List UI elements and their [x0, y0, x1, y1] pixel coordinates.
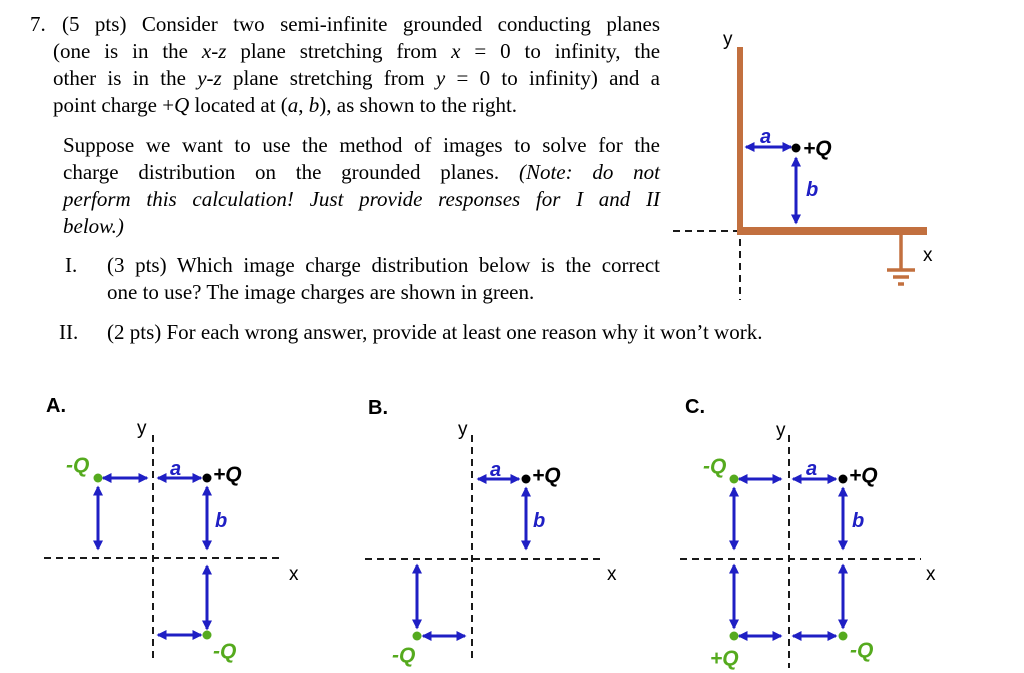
distance-a-label: a	[806, 458, 818, 480]
image-charge-label: -Q	[703, 455, 727, 478]
image-charge-label: -Q	[213, 640, 237, 663]
y-axis-label: y	[137, 418, 147, 439]
positive-charge-dot	[522, 475, 531, 484]
text-line: charge distribution on the grounded planes. (Note: do not	[63, 160, 660, 184]
image-charge-label: +Q	[710, 647, 739, 670]
ground-symbol	[887, 235, 915, 284]
positive-charge-dot	[839, 475, 848, 484]
y-axis-label: y	[723, 29, 733, 50]
text-line: (2 pts) For each wrong answer, provide at least one reason why it won’t work.	[107, 320, 763, 344]
image-charge-dot	[203, 631, 212, 640]
text-line: Suppose we want to use the method of images to solve for the	[63, 133, 660, 157]
image-charge-label: -Q	[850, 639, 874, 662]
charge-label: +Q	[532, 464, 561, 487]
text-line: below.)	[63, 214, 124, 238]
distance-a-label: a	[490, 459, 502, 481]
x-axis-label: x	[607, 564, 617, 585]
distance-b-label: b	[806, 179, 819, 201]
positive-charge-dot	[203, 474, 212, 483]
distance-b-label: b	[215, 510, 228, 532]
distance-b-label: b	[533, 510, 546, 532]
charge-label: +Q	[803, 137, 832, 160]
image-charge-label: -Q	[392, 644, 416, 667]
text-line: one to use? The image charges are shown in green.	[107, 280, 535, 304]
image-charge-dot	[94, 474, 103, 483]
image-charge-dot	[730, 632, 739, 641]
image-charge-label: -Q	[66, 454, 90, 477]
image-charge-dot	[413, 632, 422, 641]
distance-a-label: a	[170, 458, 182, 480]
image-charge-dot	[839, 632, 848, 641]
option-c-label: C.	[685, 396, 705, 418]
distance-a-label: a	[760, 126, 772, 148]
option-b-label: B.	[368, 397, 388, 419]
setup-diagram	[660, 8, 1024, 308]
text-line: point charge +Q located at (a, b), as shown to the right.	[53, 93, 518, 117]
conducting-plane-vertical	[737, 47, 743, 235]
option-b-diagram	[355, 390, 655, 673]
option-a-diagram	[30, 390, 360, 673]
x-axis-label: x	[926, 564, 936, 585]
y-axis-label: y	[458, 419, 468, 440]
problem-number: 7.	[30, 12, 46, 36]
conducting-plane-horizontal	[737, 227, 927, 235]
text-line: (one is in the x-z plane stretching from x = 0 to infinity, the	[53, 39, 661, 63]
positive-charge-dot	[792, 144, 801, 153]
x-axis-label: x	[289, 564, 299, 585]
y-axis-label: y	[776, 420, 786, 441]
image-charge-dot	[730, 475, 739, 484]
distance-b-label: b	[852, 510, 865, 532]
text-line: (5 pts) Consider two semi-infinite grounded conducting planes	[62, 12, 660, 36]
text-line: perform this calculation! Just provide responses for I and II	[63, 187, 660, 211]
charge-label: +Q	[213, 463, 242, 486]
text-line: other is in the y-z plane stretching from y = 0 to infinity) and a	[53, 66, 660, 90]
item-ii-marker: II.	[59, 320, 79, 344]
item-i-marker: I.	[65, 253, 78, 277]
x-axis-label: x	[923, 245, 933, 266]
charge-label: +Q	[849, 464, 878, 487]
option-a-label: A.	[46, 395, 66, 417]
text-line: (3 pts) Which image charge distribution below is the correct	[107, 253, 660, 277]
option-c-diagram	[655, 390, 1024, 673]
